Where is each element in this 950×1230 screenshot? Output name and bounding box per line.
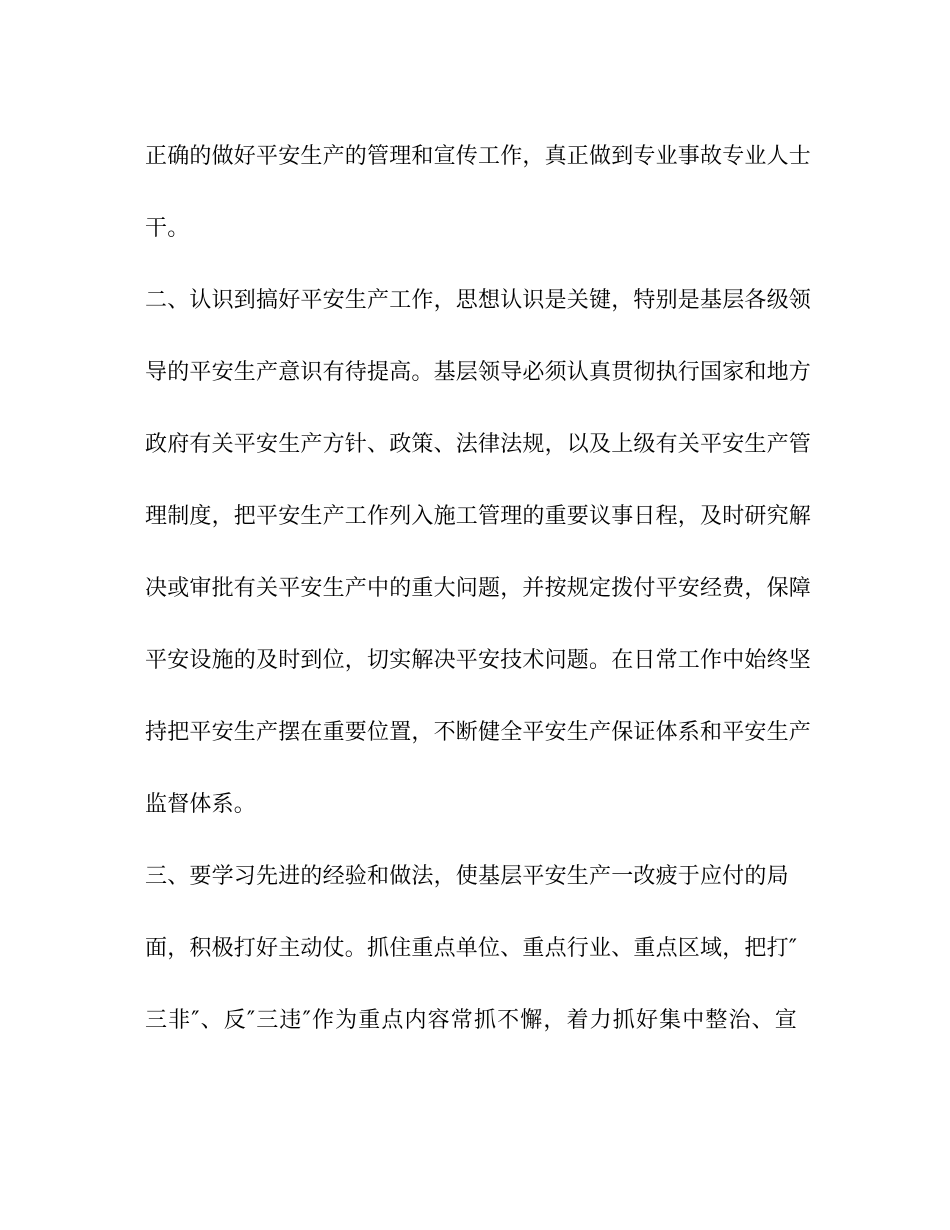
text-line: 三、要学习先进的经验和做法，使基层平安生产一改疲于应付的局 [145, 864, 789, 889]
text-line: 监督体系。 [145, 792, 257, 817]
text-line: 二、认识到搞好平安生产工作，思想认识是关键，特别是基层各级领 [145, 288, 812, 313]
text-line: 三非″、反″三违″作为重点内容常抓不懈，着力抓好集中整治、宣 [145, 1008, 797, 1033]
text-line: 理制度，把平安生产工作列入施工管理的重要议事日程，及时研究解 [145, 504, 812, 529]
text-line: 干。 [145, 216, 190, 241]
text-line: 导的平安生产意识有待提高。基层领导必须认真贯彻执行国家和地方 [145, 360, 812, 385]
text-line: 决或审批有关平安生产中的重大问题，并按规定拨付平安经费，保障 [145, 576, 812, 601]
text-line: 正确的做好平安生产的管理和宣传工作，真正做到专业事故专业人士 [145, 144, 812, 169]
text-line: 面，积极打好主动仗。抓住重点单位、重点行业、重点区域，把打″ [145, 936, 798, 961]
text-line: 政府有关平安生产方针、政策、法律法规，以及上级有关平安生产管 [145, 432, 812, 457]
text-line: 持把平安生产摆在重要位置，不断健全平安生产保证体系和平安生产 [145, 720, 812, 745]
text-line: 平安设施的及时到位，切实解决平安技术问题。在日常工作中始终坚 [145, 648, 812, 673]
